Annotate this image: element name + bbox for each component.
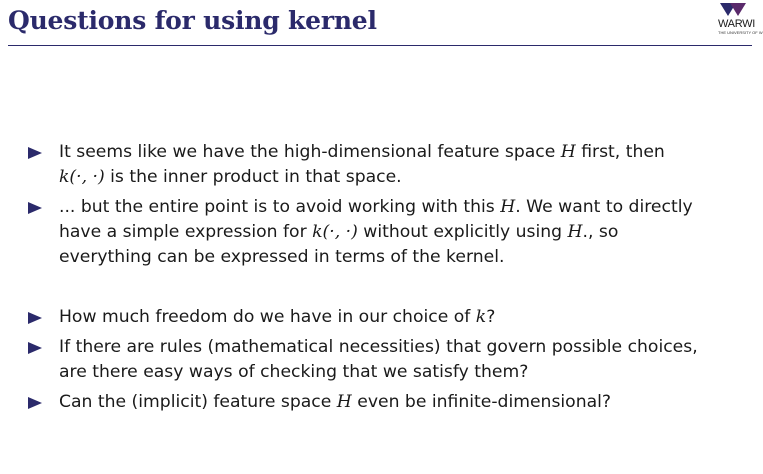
slide-title: Questions for using kernel: [8, 6, 377, 35]
math-kernel: k(·, ·): [312, 222, 358, 242]
right-triangle-icon: [28, 312, 42, 324]
right-triangle-icon: [28, 342, 42, 354]
bullet-line: k(·, ·) is the inner product in that space.: [59, 167, 402, 187]
right-triangle-icon: [28, 147, 42, 159]
right-triangle-icon: [28, 397, 42, 409]
bullet-freedom-of-choice: [28, 305, 752, 330]
right-triangle-icon: [28, 202, 42, 214]
header-divider: [8, 45, 752, 46]
bullet-avoid-working-with-h: [28, 195, 752, 270]
bullet-line: Can the (implicit) feature space H even be infinite-dimensional?: [59, 392, 612, 412]
logo-wordmark: WARWI: [718, 18, 755, 30]
bullet-line: everything can be expressed in terms of the kernel.: [59, 247, 505, 267]
bullet-line: are there easy ways of checking that we satisfy them?: [59, 362, 529, 382]
math-k: k: [475, 307, 487, 327]
math-script-h: H: [336, 392, 352, 412]
bullet-feature-space-first: [28, 140, 752, 190]
bullet-line: ... but the entire point is to avoid working with this H. We want to directly: [59, 197, 693, 217]
bullet-line: If there are rules (mathematical necessities) that govern possible choices,: [59, 337, 698, 357]
math-script-h: H: [560, 142, 576, 162]
math-kernel: k(·, ·): [59, 167, 105, 187]
bullet-infinite-dimensional: [28, 390, 752, 415]
bullet-line: It seems like we have the high-dimensional feature space H first, then: [59, 142, 665, 162]
university-logo: [714, 2, 763, 38]
slide-header: [0, 0, 763, 46]
math-script-h: H: [500, 197, 516, 217]
bullet-rules-checking: [28, 335, 752, 385]
bullet-list: [28, 140, 752, 420]
logo-subtext: THE UNIVERSITY OF W: [718, 30, 763, 35]
logo-mark-icon: [714, 2, 752, 18]
bullet-line: How much freedom do we have in our choice of k?: [59, 307, 496, 327]
bullet-line: have a simple expression for k(·, ·) without explicitly using H., so: [59, 222, 619, 242]
math-script-h: H: [567, 222, 583, 242]
